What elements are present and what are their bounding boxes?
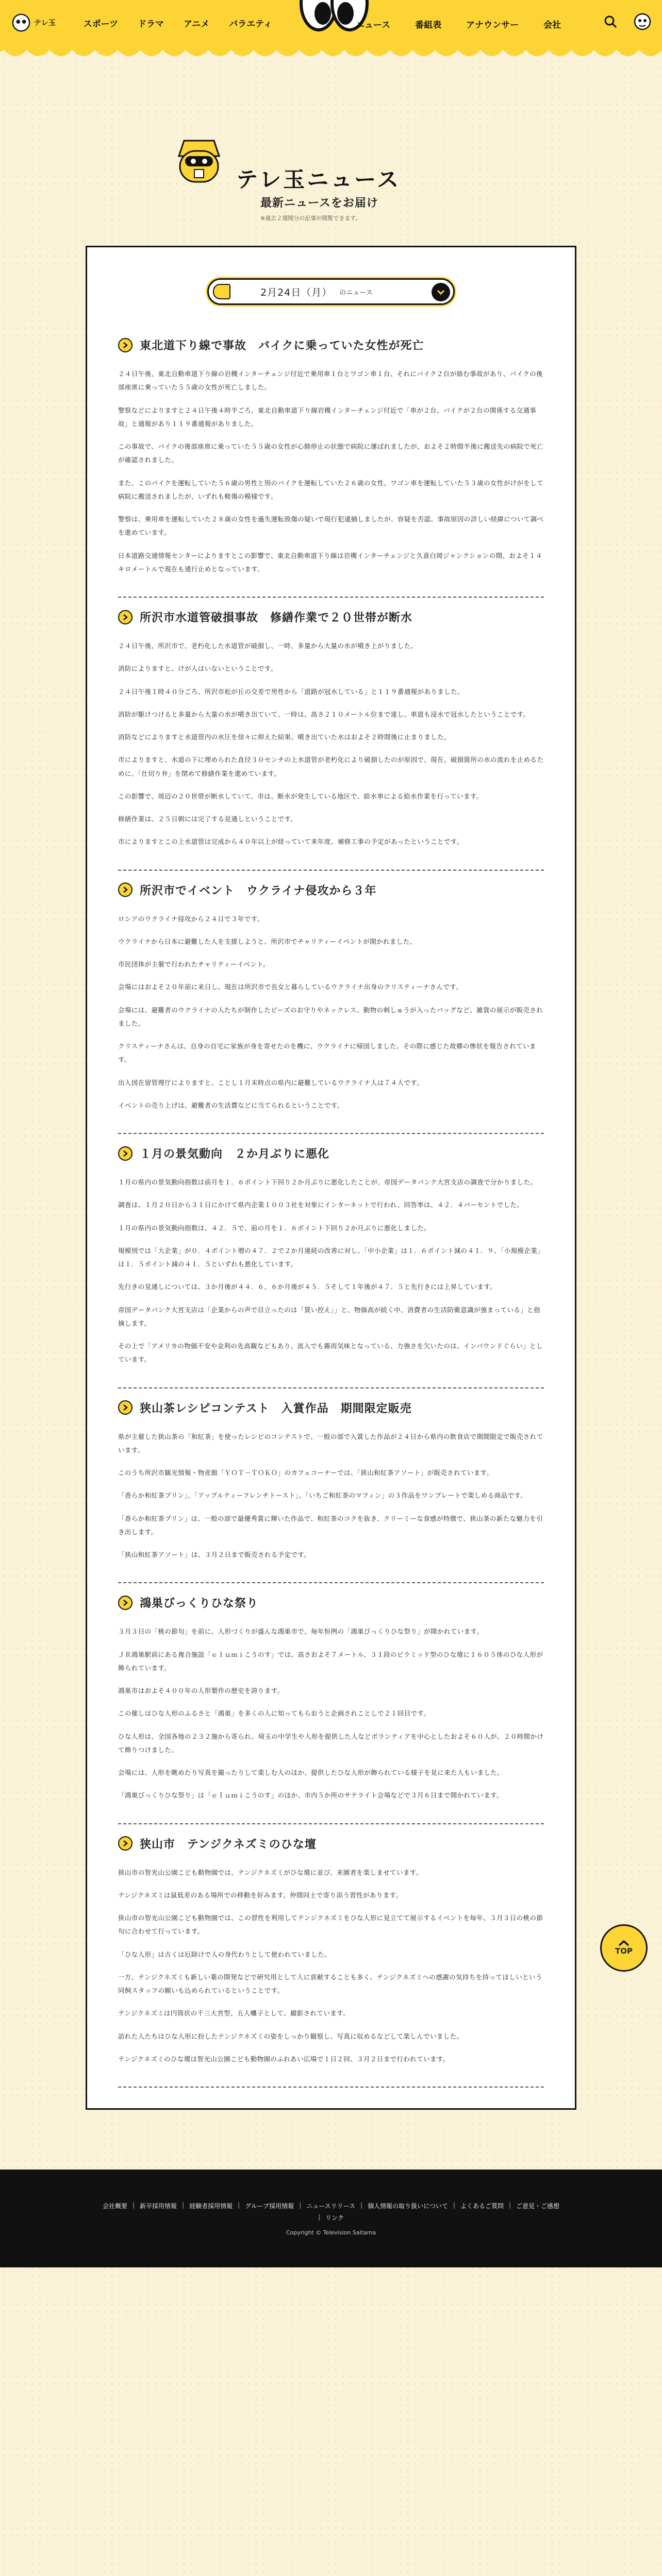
page-subtitle: 最新ニュースをお届け (260, 197, 378, 210)
footer-links (99, 2201, 563, 2222)
article-title: 狭山茶レシピコンテスト 入賞作品 期間限定販売 (140, 1402, 412, 1415)
page-hero (0, 63, 662, 222)
nav-item-schedule[interactable]: 番組表 (415, 20, 442, 30)
article-paragraph: ３月３日の「桃の節句」を前に、人形づくりが盛んな鴻巣市で、毎年恒例の「鴻巣びっくりひな祭り」が開かれています。 (118, 1628, 484, 1636)
article-header (118, 609, 544, 625)
news-article (118, 1824, 544, 2088)
article-paragraph: この事故で、バイクの後部座席に乗っていた５５歳の女性が心肺停止の状態で病院に運ばれましたが、およそ２時間半後に搬送先の病院で死亡が確認されました。 (118, 443, 544, 464)
footer-separator: | (133, 2201, 135, 2209)
news-article (118, 326, 544, 598)
article-paragraph: クリスティーナさんは、自身の自宅に家族が身を寄せたのを機に、ウクライナに帰国しました。その際に感じた故郷の惨状を報告されています。 (118, 1042, 536, 1064)
article-paragraph: 県が主催した狭山茶の「和紅茶」を使ったレシピのコンテストで、一般の部で入賞した作品が２４日から県内の飲食店で期間限定で販売されています。 (118, 1432, 543, 1454)
article-paragraph: 「香らか和紅茶プリン」、「アップルティーフレンチトースト」、「いちご和紅茶のマフィン」の３作品をワンプレートで楽しめる商品です。 (118, 1492, 527, 1500)
nav-item-anime[interactable]: アニメ (184, 19, 210, 29)
article-header (118, 1400, 544, 1416)
article-paragraph: その上で「アメリカの物価不安や金利の先高観などもあり、流入でも霧雨気味となっている、力強さを欠いたのは、インバウンドぐらい」としています。 (118, 1342, 543, 1364)
article-paragraph: 会場にはおよそ２０年前に来日し、現在は所沢市で長女と暮らしているウクライナ出身のクリスティーナさんです。 (118, 983, 462, 991)
article-paragraph: ロシアのウクライナ侵攻から２４日で３年です。 (118, 914, 264, 923)
article-paragraph: 狭山市の智光山公園こども動物園では、この習性を利用してテンジクネズミをひな人形に見立てて展示するイベントを毎年、３月３日の桃の節句に合わせて行っています。 (118, 1914, 543, 1936)
article-paragraph: 市によりますと、水道の下に埋められた直径３０センチの上水道管が老朽化により破損したのが原因で、現在、破損箇所の水の流れを止めるために、「仕切り弁」を閉めて修繕作業を進めています。 (118, 756, 544, 777)
article-paragraph: 日本道路交通情報センターによりますとこの影響で、東北自動車道下り線は岩槻インターチェンジと久喜白岡ジャンクションの間、およそ１４キロメートルで現在も通行止めとなっています。 (118, 551, 542, 573)
nav-item-company[interactable]: 会社 (543, 20, 561, 30)
logo-text: テレ玉 (34, 19, 56, 27)
footer-separator: | (182, 2201, 185, 2209)
chevron-right-icon (118, 610, 133, 624)
article-paragraph: 市民団体が主催で行われたチャリティーイベント。 (118, 960, 270, 968)
site-logo[interactable] (11, 13, 56, 32)
search-icon[interactable] (601, 12, 620, 31)
news-mascot-icon (174, 130, 224, 187)
footer-separator: | (318, 2213, 321, 2221)
footer-separator: | (238, 2201, 240, 2209)
chevron-right-icon (118, 883, 133, 897)
article-paragraph: ウクライナから日本に避難した人を支援しようと、所沢市でチャリティーイベントが開かれました。 (118, 937, 417, 945)
primary-nav-right (356, 18, 561, 30)
footer-link[interactable]: 会社概要 (102, 2202, 127, 2210)
nav-item-drama[interactable]: ドラマ (138, 19, 164, 29)
chevron-up-icon (618, 1940, 630, 1946)
article-paragraph: 規模別では「大企業」が０．４ポイント増の４７．２で２か月連続の改善に対し、「中小企業」は１．６ポイント減の４１．９、「小規模企業」は１．５ポイント減の４１．５といずれも悪化しています。 (118, 1246, 544, 1268)
article-title: 所沢市水道管破損事故 修繕作業で２０世帯が断水 (140, 612, 413, 624)
article-paragraph: 消防によりますと、けが人はいないということです。 (118, 665, 277, 673)
article-title: １月の景気動向 ２か月ぶりに悪化 (140, 1148, 330, 1161)
article-paragraph: 会場には、人形を眺めたり写真を撮ったりして楽しむ人のほか、提供したひな人形が飾られている様子を見に来た人もいました。 (118, 1769, 504, 1776)
nav-item-news[interactable]: ニュース (356, 20, 391, 30)
header-wave-divider (0, 45, 662, 63)
article-list (118, 326, 544, 2088)
footer-link[interactable]: グループ採用情報 (245, 2202, 294, 2210)
article-paragraph: １月の県内の景気動向指数は、４２．５で、前の月を１．６ポイント下回り２か月ぶりに悪化しました。 (118, 1224, 431, 1232)
article-title: 東北道下り線で事故 バイクに乗っていた女性が死亡 (140, 340, 424, 352)
article-paragraph: テンジクネズミは鼠低差のある場所での移動を好みます。仲間同士で寄り添う習性があります。 (118, 1891, 403, 1899)
site-header (0, 0, 662, 45)
article-title: 鴻巣びっくりひな祭り (140, 1597, 259, 1611)
article-paragraph: 市によりますとこの上水道管は完成から４０年以上が経っていて来年度、補修工事の予定があったということです。 (118, 838, 464, 846)
chevron-right-icon (118, 1146, 133, 1161)
footer-link[interactable]: ご意見・ご感想 (516, 2202, 560, 2210)
footer-link[interactable]: リンク (325, 2214, 344, 2222)
article-paragraph: 出入国在留管理庁によりますと、ことし１月末時点の県内に避難しているウクライナ人は７４人です。 (118, 1078, 424, 1087)
logo-mascot-icon (11, 13, 31, 32)
article-paragraph: 「狭山和紅茶アソート」は、３月２日まで販売される予定です。 (118, 1551, 311, 1558)
header-icons (601, 12, 652, 31)
article-paragraph: この影響で、周辺の２０世帯が断水していて、市は、断水が発生している地区で、給水車による給水作業を行っています。 (118, 792, 483, 800)
primary-nav-left (84, 16, 272, 29)
article-paragraph: また、このバイクを運転していた５６歳の男性と別のバイクを運転していた２６歳の女性、ワゴン車を運転していた５３歳の女性がけがをして病院に搬送されましたが、いずれも軽傷の模様です。 (118, 479, 544, 500)
footer-separator: | (508, 2201, 511, 2209)
chevron-right-icon (118, 1400, 133, 1415)
menu-mascot-icon[interactable] (633, 12, 652, 31)
news-article (118, 598, 544, 871)
article-paragraph: １月の県内の景気動向指数は前月を１．６ポイント下回り２か月ぶりに悪化したことが、帝国データバンク大宮支店の調査で分かりました。 (118, 1178, 537, 1186)
footer-separator: | (299, 2201, 302, 2209)
article-paragraph: 会場には、避難者のウクライナの人たちが制作したビーズのお守りやネックレス、動物の刺しゅうが入ったバッグなど、雑貨の展示が販売されました。 (118, 1006, 543, 1027)
copyright: Copyright © Television Saitama (286, 2229, 376, 2236)
article-paragraph: ２４日午後、所沢市で、老朽化した水道管が破損し、一時、多量から大量の水が噴き上がりました。 (118, 642, 418, 650)
date-tab-decoration (213, 284, 230, 299)
chevron-right-icon (118, 1836, 133, 1851)
article-paragraph: 鴻巣市はおよそ４００年の人形製作の歴史を誇ります。 (118, 1687, 284, 1694)
chevron-right-icon (118, 338, 133, 352)
chevron-right-icon (118, 1596, 133, 1610)
article-title: 所沢市でイベント ウクライナ侵攻から３年 (140, 884, 377, 897)
article-paragraph: 先行きの見通しについては、３か月後が４４．６、６か月後が４５．５そして１年後が４７．５と先行きには上昇しています。 (118, 1283, 497, 1291)
news-card (86, 246, 576, 2110)
article-paragraph: ２４日午後１時４０分ごろ、所沢市松が丘の交差で男性から「道路が冠水している」と１１９番通報がありました。 (118, 687, 464, 696)
chevron-down-icon[interactable] (432, 283, 450, 301)
article-paragraph: 「ひな人形」は古くは厄除けで人の身代わりとして使われていました。 (118, 1950, 331, 1958)
page-title: テレ玉ニュース (236, 167, 401, 192)
article-title: 狭山市 テンジクネズミのひな壇 (140, 1838, 317, 1851)
article-paragraph: 消防が駆けつけると多量から大量の水が噴き出ていて、一時は、高さ２１０メートル位まで達し、車道も浸水で冠水したということです。 (118, 710, 530, 718)
nav-item-variety[interactable]: バラエティ (229, 19, 272, 29)
article-paragraph: テンジクネズミのひな壇は智光山公園こども動物園のふれあい広場で１日２回、３月２日まで行われています。 (118, 2055, 450, 2063)
article-paragraph: 狭山市の智光山公園こども動物園では、テンジクネズミがひな壇に並び、来園者を楽しませています。 (118, 1868, 423, 1876)
page-top-label: TOP (615, 1946, 633, 1956)
footer-separator: | (453, 2201, 455, 2209)
article-paragraph: 訪れた人たちはひな人形に扮したテンジクネズミの姿をしっかり観察し、写真に収めるなどして楽しんでいました。 (118, 2032, 464, 2040)
article-paragraph: ２４日午後、東北自動車道下り線の岩槻インターチェンジ付近で乗用車１台とワゴン車１台、それにバイク２台が絡む事故があり、バイクの後部座席に乗っていた５５歳の女性が死亡しました。 (118, 370, 543, 392)
article-paragraph: 修繕作業は、２５日朝には完了する見通しということです。 (118, 815, 297, 823)
article-paragraph: 帝国データバンク大宮支店は「企業からの声で目立ったのは「賃い控え」」と、物価高が続く中、消費者の生活防衛意識が強まっている」と指摘します。 (118, 1306, 540, 1327)
footer-link[interactable]: 新卒採用情報 (140, 2202, 177, 2210)
article-paragraph: ひな人形は、全国各地の２３２施から寄られ、埼玉の中学生や人形を提供した人などボランティアを中心としたおよそ６０人が、２０時間かけて飾りつけました。 (118, 1732, 544, 1754)
nav-item-announcer[interactable]: アナウンサー (466, 20, 519, 30)
article-header (118, 882, 544, 898)
article-paragraph: 一方、テンジクネズミも新しい薬の開発などで研究用として人に貢献することも多く、テンジクネズミへの感謝の気持ちを持ってほしいという同飼スタッフの願いも込められているということです。 (118, 1973, 542, 1994)
article-paragraph: 「香らか和紅茶プリン」は、一般の部で最優秀賞に輝いた作品で、和紅茶のコクを抜き、クリーミーな食感が特徴で、狭山茶の新たな魅力を引き出します。 (118, 1514, 543, 1536)
news-article (118, 871, 544, 1134)
footer-link[interactable]: よくあるご質問 (460, 2202, 504, 2210)
page-top-button[interactable] (600, 1924, 648, 1972)
news-article (118, 1134, 544, 1388)
article-paragraph: 警察は、乗用車を運転していた２８歳の女性を過失運転致傷の疑いで現行犯逮捕しましたが、容疑を否認。事故原因の詳しい経緯について調べを進めています。 (118, 515, 544, 537)
article-paragraph: 警察などによりますと２４日午後４時半ごろ、東北自動車道下り線岩槻インターチェンジ付近で「車が２台、バイクが２台の関係する交通事故」と通報があり１１９番通報がありました。 (118, 406, 537, 428)
archive-note: ※過去２週間分の記事が閲覧できます。 (260, 215, 361, 222)
article-paragraph: 「鴻巣びっくりひな祭り」は「ｅｌｕｍｉこうのす」のほか、市内５か所のサテライト会場などで３月６日まで開かれています。 (118, 1791, 503, 1800)
footer-link[interactable]: ニュースリリース (306, 2202, 356, 2210)
article-header (118, 1145, 544, 1161)
nav-item-sports[interactable]: スポーツ (83, 19, 119, 29)
article-header (118, 1836, 544, 1852)
article-paragraph: 調査は、１月２０日から３１日にかけて県内企業１００３社を対象にインターネットで行われ、回答率は、４２．４パーセントでした。 (118, 1201, 524, 1209)
article-paragraph: イベントの売り上げは、避難者の生活費などに当てられるということです。 (118, 1101, 344, 1109)
article-header (118, 1595, 544, 1611)
footer-link[interactable]: 個人情報の取り扱いについて (368, 2202, 448, 2210)
date-selector-value: 2月24日（月） (260, 286, 333, 298)
article-paragraph: 消防などによりますと水道管内の水圧を徐々に抑えた結果、噴き出ていた水はおよそ２時間後に止まりました。 (118, 733, 451, 741)
article-paragraph: この催しはひな人形のふるさと「鴻巣」を多くの人に知ってもらおうと企画されことしで２１回目です。 (118, 1709, 431, 1718)
article-paragraph: このうち所沢市観光情報・物産館「ＹＯＴ－ＴＯＫＯ」のカフェコーナーでは、「狭山和紅茶アソート」が販売されています。 (118, 1469, 493, 1477)
site-footer (0, 2170, 662, 2267)
article-paragraph: テンジクネズミは円筒状の千三大宮型、五人囃子として、撮影されています。 (118, 2009, 350, 2018)
news-article (118, 1388, 544, 1584)
article-header (118, 337, 544, 353)
footer-link[interactable]: 経験者採用情報 (189, 2202, 233, 2210)
date-selector-suffix: のニュース (339, 289, 373, 297)
footer-separator: | (360, 2201, 363, 2209)
news-article (118, 1583, 544, 1824)
date-selector[interactable] (207, 278, 455, 305)
article-paragraph: ＪＲ鴻巣駅前にある複合施設「ｅｌｕｍｉこうのす」では、高さおよそ７メートル、３１段のピラミッド型のひな壇に１６０５体のひな人形が飾られています。 (118, 1650, 543, 1672)
